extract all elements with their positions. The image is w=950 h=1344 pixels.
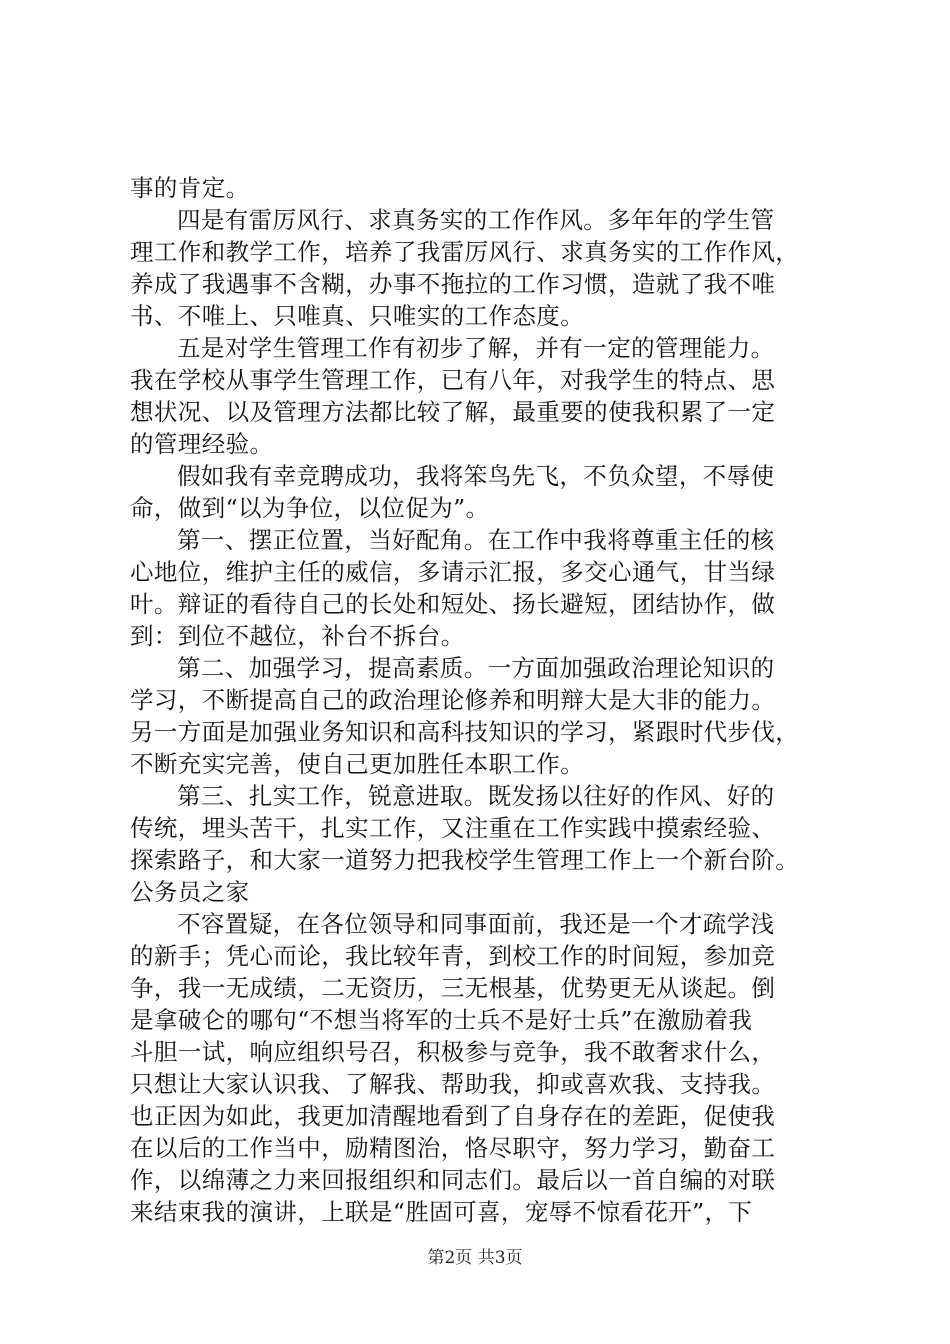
text-line: 五是对学生管理工作有初步了解，并有一定的管理能力。: [177, 334, 775, 362]
text-line: 到：到位不越位，补台不拆台。: [130, 622, 465, 650]
text-line: 斗胆一试，响应组织号召，积极参与竞争，我不敢奢求什么，: [130, 1038, 776, 1066]
text-line: 不容置疑，在各位领导和同事面前，我还是一个才疏学浅: [177, 910, 775, 938]
text-line: 想状况、以及管理方法都比较了解，最重要的使我积累了一定: [130, 398, 776, 426]
text-line: 的新手；凭心而论，我比较年青，到校工作的时间短，参加竞: [130, 942, 776, 970]
text-line: 传统，埋头苦干，扎实工作，又注重在工作实践中摸索经验、: [130, 814, 776, 842]
text-line: 我在学校从事学生管理工作，已有八年，对我学生的特点、思: [130, 366, 776, 394]
text-line: 理工作和教学工作，培养了我雷厉风行、求真务实的工作作风，: [130, 238, 800, 266]
text-line: 假如我有幸竞聘成功，我将笨鸟先飞，不负众望，不辱使: [177, 462, 775, 490]
text-line: 命，做到“以为争位，以位促为”。: [130, 494, 490, 522]
text-line: 心地位，维护主任的威信，多请示汇报，多交心通气，甘当绿: [130, 558, 776, 586]
text-line: 作，以绵薄之力来回报组织和同志们。最后以一首自编的对联: [130, 1166, 776, 1194]
text-line: 书、不唯上、只唯真、只唯实的工作态度。: [130, 302, 585, 330]
text-line: 事的肯定。: [130, 174, 250, 202]
text-line: 是拿破仑的哪句“不想当将军的士兵不是好士兵”在激励着我: [130, 1006, 753, 1034]
text-line: 四是有雷厉风行、求真务实的工作作风。多年年的学生管: [177, 206, 775, 234]
page-number-footer: 第2页 共3页: [427, 1248, 523, 1268]
text-line: 来结束我的演讲，上联是“胜固可喜，宠辱不惊看花开”，下: [130, 1198, 753, 1226]
document-body: [130, 172, 834, 1228]
text-line: 叶。辩证的看待自己的长处和短处、扬长避短，团结协作，做: [130, 590, 776, 618]
text-line: 也正因为如此，我更加清醒地看到了自身存在的差距，促使我: [130, 1102, 776, 1130]
text-line: 在以后的工作当中，励精图治，恪尽职守，努力学习，勤奋工: [130, 1134, 776, 1162]
text-line: 探索路子，和大家一道努力把我校学生管理工作上一个新台阶。: [130, 846, 800, 874]
text-line: 另一方面是加强业务知识和高科技知识的学习，紧跟时代步伐，: [130, 718, 800, 746]
text-line: 只想让大家认识我、了解我、帮助我，抑或喜欢我、支持我。: [130, 1070, 776, 1098]
text-line: 学习，不断提高自己的政治理论修养和明辩大是大非的能力。: [130, 686, 776, 714]
text-line: 的管理经验。: [130, 430, 274, 458]
text-line: 第二、加强学习，提高素质。一方面加强政治理论知识的: [177, 654, 775, 682]
text-line: 养成了我遇事不含糊，办事不拖拉的工作习惯，造就了我不唯: [130, 270, 776, 298]
text-line: 争，我一无成绩，二无资历，三无根基，优势更无从谈起。倒: [130, 974, 776, 1002]
text-line: 不断充实完善，使自己更加胜任本职工作。: [130, 750, 585, 778]
text-line: 第一、摆正位置，当好配角。在工作中我将尊重主任的核: [177, 526, 775, 554]
text-line: 公务员之家: [130, 878, 250, 906]
text-line: 第三、扎实工作，锐意进取。既发扬以往好的作风、好的: [177, 782, 775, 810]
